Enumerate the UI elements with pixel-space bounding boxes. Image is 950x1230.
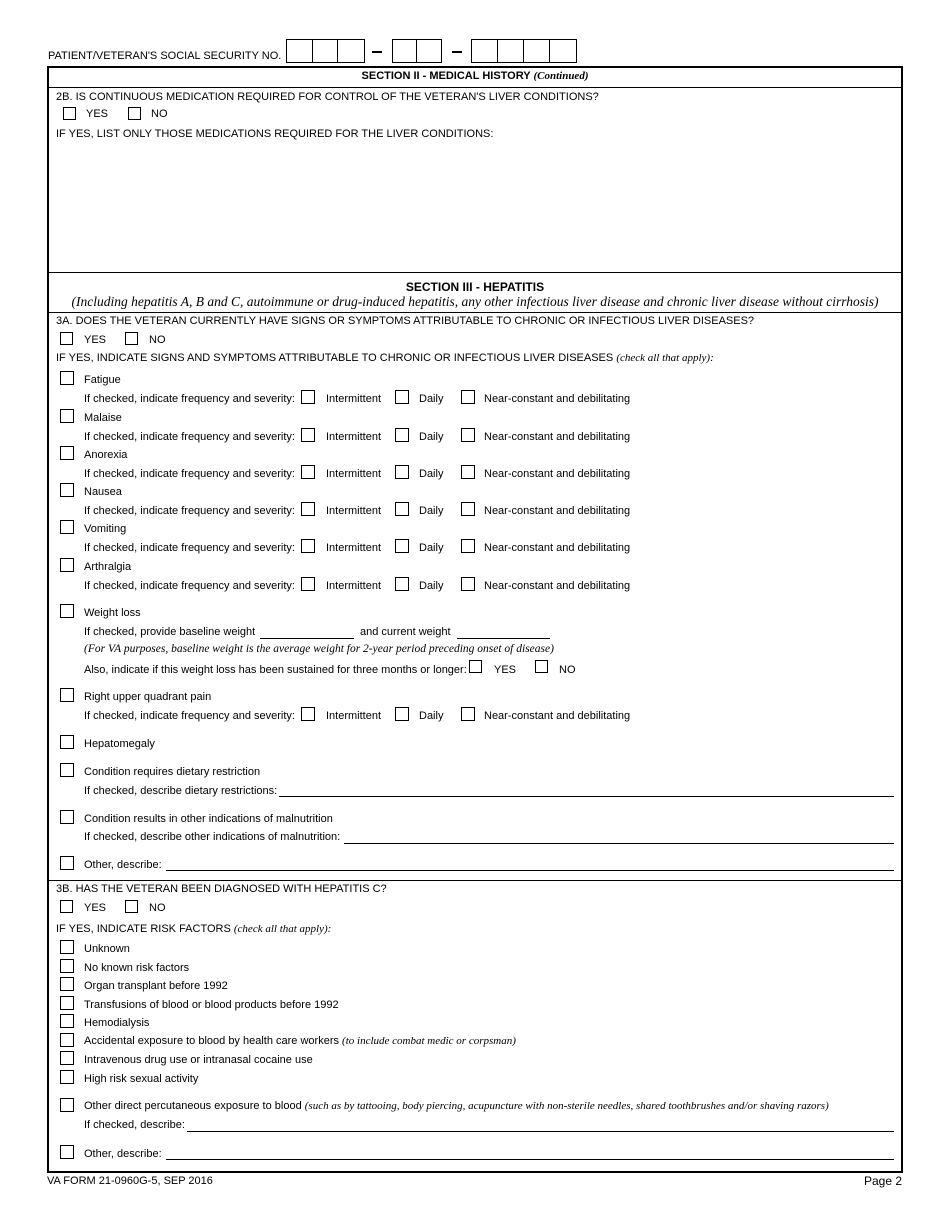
symptom-5-freq-1-checkbox[interactable] [395,577,409,591]
risk-label: Unknown [84,943,130,955]
frequency-option-label: Near-constant and debilitating [484,542,631,554]
percutaneous-describe-label: If checked, describe: [84,1119,185,1131]
q2b-no-checkbox[interactable] [128,107,141,120]
frequency-label: If checked, indicate frequency and severity: [84,468,295,480]
hepatomegaly-checkbox[interactable] [60,735,74,749]
symptom-label: Vomiting [84,523,127,535]
section2-title: SECTION II - MEDICAL HISTORY (Continued) [361,70,589,82]
hepatomegaly-label: Hepatomegaly [84,738,155,750]
malnutrition-describe-label: If checked, describe other indications of malnutrition: [84,831,341,843]
frequency-option-label: Daily [419,393,444,405]
symptom-2-checkbox[interactable] [60,446,74,460]
frequency-option-label: Daily [419,468,444,480]
frequency-option-label: Intermittent [326,505,382,517]
sexual-activity-label: High risk sexual activity [84,1073,199,1085]
weight-loss-checkbox[interactable] [60,604,74,618]
medications-textarea[interactable] [56,143,896,267]
accidental-exposure-checkbox[interactable] [60,1033,74,1047]
dietary-label: Condition requires dietary restriction [84,766,261,778]
divider [47,87,903,88]
q3a-yes-checkbox[interactable] [60,332,73,345]
accidental-exposure-label: Accidental exposure to blood by health care workers (to include combat medic or corpsman) [84,1035,516,1047]
other-risk-describe-label: Other, describe: [84,1148,162,1160]
sustained-label: Also, indicate if this weight loss has been sustained for three months or longer: [84,664,467,676]
symptom-0-freq-0-checkbox[interactable] [301,390,315,404]
yes-label: YES [84,902,107,914]
malnutrition-describe-input[interactable] [344,843,894,844]
frequency-label: If checked, indicate frequency and severity: [84,393,295,405]
frequency-option-label: Intermittent [326,580,382,592]
frequency-option-label: Near-constant and debilitating [484,710,631,722]
sexual-activity-checkbox[interactable] [60,1070,74,1084]
symptom-0-freq-2-checkbox[interactable] [461,390,475,404]
indicate-symptoms-label: IF YES, INDICATE SIGNS AND SYMPTOMS ATTRIBUTABLE TO CHRONIC OR INFECTIOUS LIVER DISEASES (check all that apply): [56,352,714,364]
ssn-dash [372,51,382,53]
q3b-label: 3B. HAS THE VETERAN BEEN DIAGNOSED WITH HEPATITIS C? [56,883,387,895]
dietary-checkbox[interactable] [60,763,74,777]
q2b-label: 2B. IS CONTINUOUS MEDICATION REQUIRED FOR CONTROL OF THE VETERAN'S LIVER CONDITIONS? [56,91,599,103]
baseline-weight-input[interactable] [260,638,354,639]
symptom-2-freq-1-checkbox[interactable] [395,465,409,479]
symptom-2-freq-0-checkbox[interactable] [301,465,315,479]
symptom-4-freq-2-checkbox[interactable] [461,539,475,553]
ruq-pain-label: Right upper quadrant pain [84,691,212,703]
frequency-option-label: Near-constant and debilitating [484,431,631,443]
symptom-label: Nausea [84,486,122,498]
frequency-option-label: Daily [419,542,444,554]
frequency-label: If checked, indicate frequency and severity: [84,505,295,517]
frequency-label: If checked, indicate frequency and severity: [84,431,295,443]
ruq-pain-freq-1-checkbox[interactable] [395,707,409,721]
q3b-no-checkbox[interactable] [125,900,138,913]
dietary-describe-label: If checked, describe dietary restrictions: [84,785,278,797]
percutaneous-label: Other direct percutaneous exposure to blood (such as by tattooing, body piercing, acupuncture with non-sterile needles, shared toothbrushes and/or shaving razors) [84,1100,829,1112]
symptom-4-freq-1-checkbox[interactable] [395,539,409,553]
weight-loss-label: Weight loss [84,607,141,619]
symptom-2-freq-2-checkbox[interactable] [461,465,475,479]
symptom-5-checkbox[interactable] [60,558,74,572]
divider [47,272,903,273]
q2b-yes-checkbox[interactable] [63,107,76,120]
symptom-3-freq-1-checkbox[interactable] [395,502,409,516]
risk-1-checkbox[interactable] [60,959,74,973]
ruq-pain-freq-2-checkbox[interactable] [461,707,475,721]
dietary-describe-input[interactable] [279,796,894,797]
no-label: NO [559,664,576,676]
q3a-no-checkbox[interactable] [125,332,138,345]
other-describe-label: Other, describe: [84,859,162,871]
frequency-option-label: Near-constant and debilitating [484,393,631,405]
frequency-option-label: Intermittent [326,710,382,722]
risk-0-checkbox[interactable] [60,940,74,954]
other-symptom-checkbox[interactable] [60,856,74,870]
yes-label: YES [84,334,107,346]
no-label: NO [151,108,168,120]
q3b-yes-checkbox[interactable] [60,900,73,913]
frequency-option-label: Daily [419,505,444,517]
divider [47,880,903,881]
sustained-no-checkbox[interactable] [535,660,548,673]
symptom-3-freq-0-checkbox[interactable] [301,502,315,516]
symptom-0-freq-1-checkbox[interactable] [395,390,409,404]
risk-label: Hemodialysis [84,1017,150,1029]
symptom-label: Anorexia [84,449,128,461]
frequency-option-label: Daily [419,710,444,722]
section3-title: SECTION III - HEPATITIS [405,280,545,294]
no-label: NO [149,334,166,346]
symptom-5-freq-2-checkbox[interactable] [461,577,475,591]
frequency-option-label: Near-constant and debilitating [484,505,631,517]
percutaneous-describe-input[interactable] [187,1131,894,1132]
iv-drug-label: Intravenous drug use or intranasal cocaine use [84,1054,313,1066]
no-label: NO [149,902,166,914]
symptom-3-checkbox[interactable] [60,483,74,497]
page-number: Page 2 [864,1174,903,1188]
frequency-label: If checked, indicate frequency and severity: [84,710,295,722]
symptom-0-checkbox[interactable] [60,371,74,385]
sustained-yes-checkbox[interactable] [469,660,482,673]
malnutrition-label: Condition results in other indications of malnutrition [84,813,333,825]
section3-subtitle: (Including hepatitis A, B and C, autoimmune or drug-induced hepatitis, any other infectious liver disease and chronic liver disease without cirrhosis) [71,294,879,309]
symptom-4-checkbox[interactable] [60,520,74,534]
symptom-1-freq-0-checkbox[interactable] [301,428,315,442]
yes-label: YES [86,108,109,120]
medications-label: IF YES, LIST ONLY THOSE MEDICATIONS REQUIRED FOR THE LIVER CONDITIONS: [56,128,494,140]
current-weight-label: and current weight [360,626,451,638]
frequency-option-label: Intermittent [326,542,382,554]
symptom-4-freq-0-checkbox[interactable] [301,539,315,553]
frequency-option-label: Near-constant and debilitating [484,580,631,592]
risk-factors-label: IF YES, INDICATE RISK FACTORS (check all that apply): [56,923,332,935]
yes-label: YES [494,664,517,676]
frequency-option-label: Intermittent [326,393,382,405]
frequency-option-label: Daily [419,580,444,592]
other-risk-checkbox[interactable] [60,1145,74,1159]
symptom-1-freq-2-checkbox[interactable] [461,428,475,442]
frequency-option-label: Near-constant and debilitating [484,468,631,480]
malnutrition-checkbox[interactable] [60,810,74,824]
ruq-pain-freq-0-checkbox[interactable] [301,707,315,721]
symptom-label: Malaise [84,412,122,424]
ruq-pain-checkbox[interactable] [60,688,74,702]
symptom-label: Fatigue [84,374,121,386]
divider [47,312,903,313]
iv-drug-checkbox[interactable] [60,1051,74,1065]
other-risk-describe-input[interactable] [166,1159,894,1160]
current-weight-input[interactable] [457,638,550,639]
form-id: VA FORM 21-0960G-5, SEP 2016 [47,1175,213,1187]
risk-4-checkbox[interactable] [60,1014,74,1028]
symptom-3-freq-2-checkbox[interactable] [461,502,475,516]
risk-3-checkbox[interactable] [60,996,74,1010]
frequency-option-label: Daily [419,431,444,443]
percutaneous-checkbox[interactable] [60,1098,74,1112]
risk-2-checkbox[interactable] [60,977,74,991]
frequency-label: If checked, indicate frequency and severity: [84,580,295,592]
ssn-part3-field[interactable] [471,39,577,63]
q3a-label: 3A. DOES THE VETERAN CURRENTLY HAVE SIGNS OR SYMPTOMS ATTRIBUTABLE TO CHRONIC OR INFECTIOUS LIVER DISEASES? [56,315,755,327]
risk-label: No known risk factors [84,962,190,974]
ssn-part1-field[interactable] [286,39,365,63]
frequency-option-label: Intermittent [326,468,382,480]
risk-label: Transfusions of blood or blood products before 1992 [84,999,339,1011]
symptom-label: Arthralgia [84,561,132,573]
ssn-dash [452,51,462,53]
baseline-weight-label: If checked, provide baseline weight [84,626,256,638]
baseline-note: (For VA purposes, baseline weight is the average weight for 2-year period preceding onset of disease) [84,643,554,655]
frequency-label: If checked, indicate frequency and severity: [84,542,295,554]
ssn-part2-field[interactable] [392,39,442,63]
symptom-1-checkbox[interactable] [60,409,74,423]
ssn-label: PATIENT/VETERAN'S SOCIAL SECURITY NO. [48,50,282,62]
risk-label: Organ transplant before 1992 [84,980,228,992]
symptom-5-freq-0-checkbox[interactable] [301,577,315,591]
symptom-1-freq-1-checkbox[interactable] [395,428,409,442]
other-describe-input[interactable] [166,870,894,871]
frequency-option-label: Intermittent [326,431,382,443]
